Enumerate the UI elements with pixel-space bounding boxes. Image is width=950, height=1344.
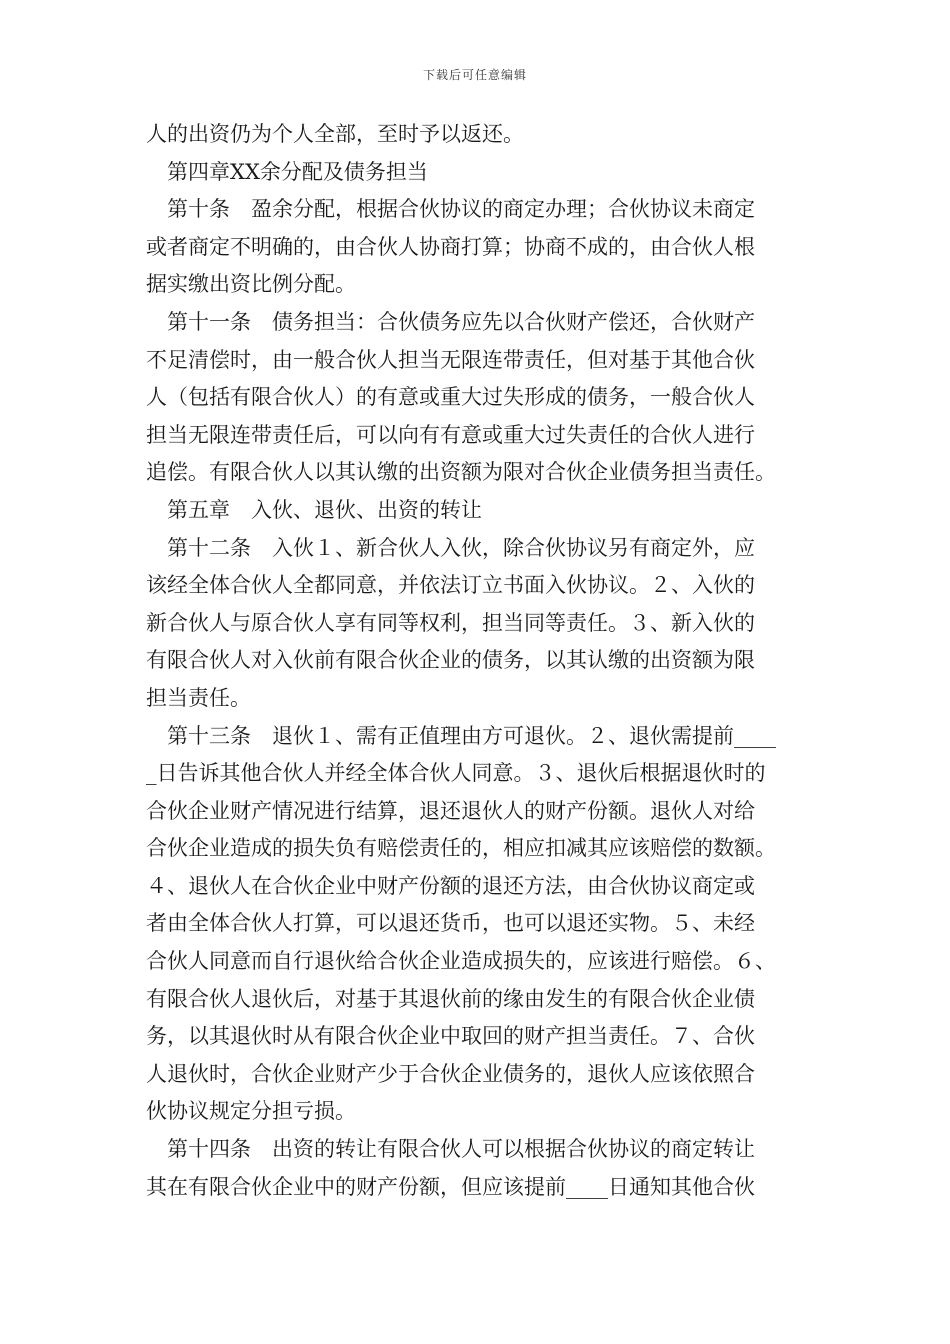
- text-line: 担当责任。: [146, 685, 251, 710]
- text-line: 第五章 入伙、退伙、出资的转让: [167, 497, 482, 522]
- text-line: 据实缴出资比例分配。: [146, 272, 356, 297]
- document-body: [146, 116, 818, 1206]
- text-line: 合伙企业财产情况进行结算，退还退伙人的财产份额。退伙人对给: [146, 798, 755, 823]
- text-line: 第十二条 入伙１、新合伙人入伙，除合伙协议另有商定外，应: [167, 535, 755, 560]
- text-line: 者由全体合伙人打算，可以退还货币，也可以退还实物。５、未经: [146, 911, 755, 936]
- text-line: 合伙人同意而自行退伙给合伙企业造成损失的，应该进行赔偿。６、: [146, 949, 776, 974]
- text-line: 人（包括有限合伙人）的有意或重大过失形成的债务，一般合伙人: [146, 385, 755, 410]
- text-line: 有限合伙人对入伙前有限合伙企业的债务，以其认缴的出资额为限: [146, 648, 755, 673]
- text-line: 第四章XX余分配及债务担当: [167, 159, 428, 184]
- text-line: 不足清偿时，由一般合伙人担当无限连带责任，但对基于其他合伙: [146, 347, 755, 372]
- text-line: 务，以其退伙时从有限合伙企业中取回的财产担当责任。７、合伙: [146, 1024, 755, 1049]
- text-line: 第十四条 出资的转让有限合伙人可以根据合伙协议的商定转让: [167, 1137, 755, 1162]
- page-header-note: 下载后可任意编辑: [422, 68, 527, 82]
- text-line: 第十条 盈余分配，根据合伙协议的商定办理；合伙协议未商定: [167, 197, 755, 222]
- text-line: 该经全体合伙人全都同意，并依法订立书面入伙协议。２、入伙的: [146, 573, 755, 598]
- text-line: 有限合伙人退伙后，对基于其退伙前的缘由发生的有限合伙企业债: [146, 986, 755, 1011]
- text-line: 其在有限合伙企业中的财产份额，但应该提前____日通知其他合伙: [146, 1174, 755, 1199]
- text-line: 合伙企业造成的损失负有赔偿责任的，相应扣减其应该赔偿的数额。: [146, 836, 776, 861]
- text-line: ４、退伙人在合伙企业中财产份额的退还方法，由合伙协议商定或: [146, 873, 755, 898]
- text-line: 伙协议规定分担亏损。: [146, 1099, 356, 1124]
- text-line: _日告诉其他合伙人并经全体合伙人同意。３、退伙后根据退伙时的: [146, 761, 766, 786]
- text-line: 人的出资仍为个人全部，至时予以返还。: [146, 122, 524, 146]
- text-line: 人退伙时，合伙企业财产少于合伙企业债务的，退伙人应该依照合: [146, 1061, 755, 1086]
- text-line: 第十一条 债务担当：合伙债务应先以合伙财产偿还，合伙财产: [167, 309, 755, 334]
- text-line: 第十三条 退伙１、需有正值理由方可退伙。２、退伙需提前____: [167, 723, 776, 748]
- text-line: 新合伙人与原合伙人享有同等权利，担当同等责任。３、新入伙的: [146, 610, 755, 635]
- text-line: 担当无限连带责任后，可以向有有意或重大过失责任的合伙人进行: [146, 422, 755, 447]
- text-line: 或者商定不明确的，由合伙人协商打算；协商不成的，由合伙人根: [146, 234, 755, 259]
- text-line: 追偿。有限合伙人以其认缴的出资额为限对合伙企业债务担当责任。: [146, 460, 776, 485]
